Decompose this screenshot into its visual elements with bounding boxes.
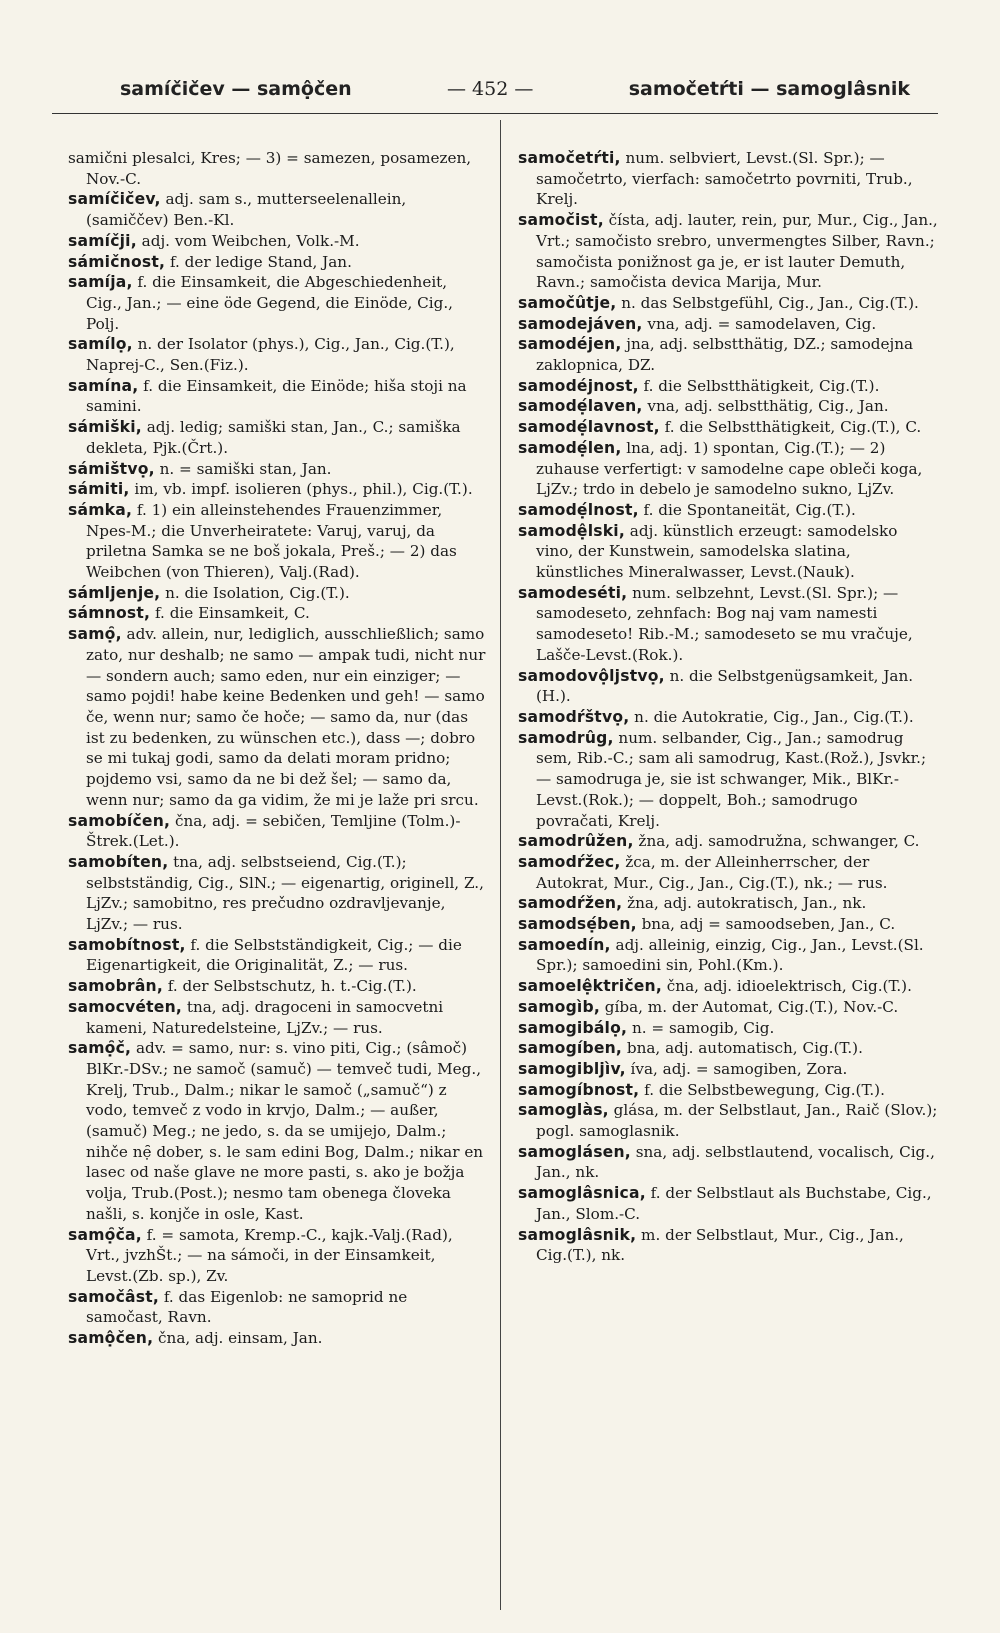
page-header bbox=[120, 78, 910, 108]
entry-definition: vna, adj. = samodelaven, Cig. bbox=[642, 314, 877, 333]
entry-definition: f. die Spontaneität, Cig.(T.). bbox=[638, 500, 856, 519]
dictionary-entry bbox=[518, 293, 938, 314]
entry-headword: samobíten, bbox=[68, 852, 169, 871]
entry-headword: samoglàs, bbox=[518, 1101, 609, 1120]
entry-headword: sámljenje, bbox=[68, 583, 161, 602]
entry-definition: f. der Selbstlaut als Buchstabe, Cig., Jan., Slom.-C. bbox=[536, 1184, 932, 1223]
entry-definition: sna, adj. selbstlautend, vocalisch, Cig., Jan., nk. bbox=[536, 1142, 935, 1182]
header-right-guide-words: samočetŕti — samoglâsnik bbox=[628, 78, 910, 100]
dictionary-entry bbox=[68, 624, 486, 810]
entry-definition: im, vb. impf. isolieren (phys., phil.), Cig.(T.). bbox=[129, 480, 473, 499]
dictionary-entry bbox=[518, 210, 938, 293]
entry-headword: samoglâsnica, bbox=[518, 1184, 646, 1203]
entry-definition: adj. vom Weibchen, Volk.-M. bbox=[136, 231, 360, 250]
dictionary-entry bbox=[518, 1018, 938, 1039]
entry-headword: samoglâsnik, bbox=[518, 1225, 637, 1244]
dictionary-entry bbox=[68, 334, 486, 375]
dictionary-entry bbox=[518, 521, 938, 583]
entry-definition: f. der Selbstschutz, h. t.-Cig.(T.). bbox=[162, 977, 417, 996]
dictionary-entry bbox=[68, 976, 486, 997]
entry-definition: n. das Selbstgefühl, Cig., Jan., Cig.(T.). bbox=[616, 293, 919, 312]
entry-definition: f. die Selbstthätigkeit, Cig.(T.), C. bbox=[659, 418, 922, 437]
entry-definition: f. die Selbstbewegung, Cig.(T.). bbox=[639, 1080, 885, 1099]
dictionary-entry bbox=[68, 1038, 486, 1224]
left-column bbox=[68, 148, 486, 1349]
dictionary-entry bbox=[68, 459, 486, 480]
entry-headword: samogibljìv, bbox=[518, 1059, 626, 1078]
entry-definition: n. der Isolator (phys.), Cig., Jan., Cig.(T.), Naprej-C., Sen.(Fiz.). bbox=[86, 335, 455, 375]
entry-definition: adj. sam s., mutterseelenallein, (samiččev) Ben.-Kl. bbox=[86, 190, 407, 230]
entry-headword: samočist, bbox=[518, 211, 604, 230]
dictionary-entry bbox=[518, 334, 938, 375]
dictionary-entry bbox=[518, 500, 938, 521]
entry-definition: samični plesalci, Kres; — 3) = samezen, posamezen, Nov.-C. bbox=[68, 149, 472, 188]
entry-headword: samodệlski, bbox=[518, 521, 625, 540]
dictionary-entry bbox=[518, 728, 938, 832]
entry-definition: n. die Autokratie, Cig., Jan., Cig.(T.). bbox=[629, 707, 914, 726]
entry-headword: samodŕžen, bbox=[518, 894, 623, 913]
entry-definition: žna, adj. autokratisch, Jan., nk. bbox=[622, 894, 867, 913]
dictionary-entry bbox=[68, 1328, 486, 1349]
dictionary-entry bbox=[518, 976, 938, 997]
header-rule bbox=[52, 113, 938, 114]
dictionary-entry bbox=[518, 314, 938, 335]
dictionary-entry bbox=[68, 1287, 486, 1328]
entry-definition: n. = samogib, Cig. bbox=[627, 1018, 775, 1037]
dictionary-entry bbox=[68, 272, 486, 334]
dictionary-entry bbox=[518, 583, 938, 666]
dictionary-entry bbox=[68, 935, 486, 976]
entry-definition: bna, adj = samoodseben, Jan., C. bbox=[636, 915, 896, 934]
entry-headword: samíčji, bbox=[68, 231, 137, 250]
entry-headword: samộčen, bbox=[68, 1329, 154, 1348]
entry-headword: samodrûžen, bbox=[518, 832, 634, 851]
entry-headword: samočetŕti, bbox=[518, 149, 621, 167]
dictionary-entry bbox=[68, 231, 486, 252]
entry-headword: samobítnost, bbox=[68, 935, 186, 954]
entry-definition: f. die Einsamkeit, die Einöde; hiša stoji na samini. bbox=[86, 376, 467, 416]
entry-definition: num. selbander, Cig., Jan.; samodrug sem, Rib.-C.; sam ali samodrug, Kast.(Rož.), Jsvkr.; — samodruga je, sie ist schwanger, Mik., BlKr.-Levst.(Rok.); — doppelt, Boh.; samodrugo povračati, Krelj. bbox=[536, 728, 927, 830]
dictionary-entry bbox=[68, 148, 486, 189]
entry-definition: čísta, adj. lauter, rein, pur, Mur., Cig., Jan., Vrt.; samočisto srebro, unvermengtes Silber, Ravn.; samočista ponižnost ga je, er ist lauter Demuth, Ravn.; samočista devica Marija, Mur. bbox=[536, 211, 938, 292]
entry-definition: f. die Einsamkeit, die Abgeschiedenheit, Cig., Jan.; — eine öde Gegend, die Einöde, Cig., Polj. bbox=[86, 273, 453, 333]
entry-definition: žna, adj. samodružna, schwanger, C. bbox=[633, 832, 920, 851]
entry-headword: samíčičev, bbox=[68, 190, 161, 209]
entry-headword: samodovộljstvọ, bbox=[518, 666, 665, 685]
dictionary-entry bbox=[518, 852, 938, 893]
entry-headword: samodsẹ́ben, bbox=[518, 915, 637, 934]
dictionary-entry bbox=[518, 1038, 938, 1059]
entry-definition: m. der Selbstlaut, Mur., Cig., Jan., Cig.(T.), nk. bbox=[536, 1225, 904, 1265]
entry-definition: íva, adj. = samogiben, Zora. bbox=[625, 1059, 848, 1078]
dictionary-entry bbox=[68, 376, 486, 417]
dictionary-entry bbox=[518, 707, 938, 728]
entry-definition: f. 1) ein alleinstehendes Frauenzimmer, Npes-M.; die Unverheiratete: Varuj, varuj, da priletna Samka se ne boš jokala, Preš.; — 2) das Weibchen (von Thieren), Valj.(Rad). bbox=[86, 500, 457, 582]
entry-headword: samoedín, bbox=[518, 935, 611, 954]
dictionary-entry bbox=[68, 417, 486, 458]
entry-definition: gíba, m. der Automat, Cig.(T.), Nov.-C. bbox=[599, 997, 899, 1016]
entry-definition: n. die Selbstgenügsamkeit, Jan.(H.). bbox=[536, 666, 914, 706]
dictionary-entry bbox=[68, 500, 486, 583]
entry-definition: n. = samiški stan, Jan. bbox=[154, 459, 332, 478]
entry-definition: n. die Isolation, Cig.(T.). bbox=[160, 583, 350, 602]
dictionary-entry bbox=[68, 811, 486, 852]
entry-definition: adj. künstlich erzeugt: samodelsko vino, der Kunstwein, samodelska slatina, künstliches Mineralwasser, Levst.(Nauk). bbox=[536, 521, 898, 582]
dictionary-entry bbox=[518, 1142, 938, 1183]
entry-definition: adv. = samo, nur: s. vino piti, Cig.; (sâmoč) BlKr.-DSv.; ne samoč (samuč) — temveč tudi, Meg., Krelj, Trub., Dalm.; nikar le samoč („samuč“) z vodo, temveč z vodo in krvjo, Dalm.; — außer, (samuč) Meg.; ne jedo, s. da se umijejo, Dalm.; nihče nẹ̑ dober, s. le sam edini Bog, Dalm.; nikar en lasec od naše glave ne more pasti, s. ako je božja volja, Trub.(Post.); nesmo tam obenega človeka našli, s. konjče in osle, Kast. bbox=[86, 1039, 484, 1223]
entry-headword: samodŕštvọ, bbox=[518, 707, 630, 726]
entry-headword: sámiški, bbox=[68, 418, 142, 437]
dictionary-entry bbox=[518, 1080, 938, 1101]
entry-definition: f. die Selbstthätigkeit, Cig.(T.). bbox=[638, 376, 880, 395]
dictionary-entry bbox=[68, 583, 486, 604]
entry-headword: samoelệktričen, bbox=[518, 977, 662, 996]
dictionary-entry bbox=[518, 396, 938, 417]
dictionary-entry bbox=[518, 417, 938, 438]
entry-headword: samodrûg, bbox=[518, 728, 614, 747]
entry-definition: adv. allein, nur, lediglich, ausschließlich; samo zato, nur deshalb; ne samo — ampak tudi, nicht nur — sondern auch; samo eden, nur ein einziger; — samo pojdi! habe keine Bedenken und geh! — samo če, wenn nur; samo če hoče; — samo da, nur (das ist zu bedenken, zu wünschen etc.), dass —; dobro se mi tukaj godi, samo da delati moram pridno; pojdemo vsi, samo da ne bi dež šel; — samo da, wenn nur; samo da ga vidim, že mi je laže pri srcu. bbox=[86, 625, 486, 809]
dictionary-entry bbox=[518, 893, 938, 914]
entry-headword: samodéjnost, bbox=[518, 376, 639, 395]
entry-headword: samodéjen, bbox=[518, 335, 622, 354]
entry-headword: samobíčen, bbox=[68, 811, 171, 830]
entry-headword: samoglásen, bbox=[518, 1142, 631, 1161]
entry-headword: samína, bbox=[68, 376, 139, 395]
dictionary-entry bbox=[518, 1225, 938, 1266]
dictionary-entry bbox=[68, 189, 486, 230]
dictionary-entry bbox=[68, 603, 486, 624]
entry-headword: sámičnost, bbox=[68, 252, 166, 271]
entry-definition: f. der ledige Stand, Jan. bbox=[165, 252, 352, 271]
dictionary-entry bbox=[518, 997, 938, 1018]
entry-headword: samodẹ́len, bbox=[518, 438, 622, 457]
entry-headword: samọ̑ča, bbox=[68, 1225, 142, 1244]
entry-headword: samodẹ́laven, bbox=[518, 397, 643, 416]
dictionary-entry bbox=[518, 1059, 938, 1080]
entry-headword: samọ̑, bbox=[68, 625, 122, 644]
entry-headword: samogíben, bbox=[518, 1039, 623, 1058]
dictionary-entry bbox=[518, 914, 938, 935]
entry-definition: čna, adj. einsam, Jan. bbox=[153, 1329, 323, 1348]
entry-definition: adj. alleinig, einzig, Cig., Jan., Levst.(Sl. Spr.); samoedini sin, Pohl.(Km.). bbox=[536, 935, 924, 975]
entry-headword: samodẹ́lavnost, bbox=[518, 418, 660, 437]
entry-definition: lna, adj. 1) spontan, Cig.(T.); — 2) zuhause verfertigt: v samodelne cape obleči koga, LjZv.; trdo in debelo je samodelno sukno, LjZv. bbox=[536, 438, 923, 499]
entry-headword: samodeséti, bbox=[518, 583, 628, 602]
entry-headword: samočûtje, bbox=[518, 293, 617, 312]
entry-headword: samíja, bbox=[68, 273, 133, 292]
entry-definition: bna, adj. automatisch, Cig.(T.). bbox=[622, 1039, 863, 1058]
entry-headword: sámiti, bbox=[68, 480, 130, 499]
entry-headword: samogibálọ, bbox=[518, 1018, 628, 1037]
entry-definition: čna, adj. idioelektrisch, Cig.(T.). bbox=[661, 977, 912, 996]
dictionary-entry bbox=[68, 852, 486, 935]
entry-headword: sámištvọ, bbox=[68, 459, 155, 478]
dictionary-entry bbox=[518, 666, 938, 707]
entry-headword: sámka, bbox=[68, 500, 133, 519]
dictionary-entry bbox=[68, 1225, 486, 1287]
page-number: — 452 — bbox=[446, 78, 534, 100]
entry-definition: adj. ledig; samiški stan, Jan., C.; samiška dekleta, Pjk.(Črt.). bbox=[86, 418, 461, 457]
entry-definition: vna, adj. selbstthätig, Cig., Jan. bbox=[642, 397, 889, 416]
entry-headword: samočâst, bbox=[68, 1287, 159, 1306]
entry-definition: num. selbzehnt, Levst.(Sl. Spr.); — samodeseto, zehnfach: Bog naj vam namesti samodeseto! Rib.-M.; samodeseto se mu vračuje, Lašče-Levst.(Rok.). bbox=[536, 583, 913, 664]
entry-headword: samobrân, bbox=[68, 977, 163, 996]
entry-definition: num. selbviert, Levst.(Sl. Spr.); — samočetrto, vierfach: samočetrto povrniti, Trub., Krelj. bbox=[536, 149, 913, 209]
entry-definition: čna, adj. = sebičen, Temljine (Tolm.)-Štrek.(Let.). bbox=[86, 811, 461, 851]
entry-headword: samodejáven, bbox=[518, 314, 643, 333]
entry-definition: f. die Einsamkeit, C. bbox=[150, 604, 310, 623]
dictionary-entry bbox=[68, 252, 486, 273]
dictionary-entry bbox=[518, 148, 938, 210]
entry-definition: jna, adj. selbstthätig, DZ.; samodejna zaklopnica, DZ. bbox=[536, 335, 914, 375]
entry-headword: samọ̑č, bbox=[68, 1039, 132, 1058]
dictionary-entry bbox=[518, 935, 938, 976]
column-divider bbox=[500, 120, 501, 1610]
dictionary-entry bbox=[518, 831, 938, 852]
entry-definition: f. die Selbstständigkeit, Cig.; — die Eigenartigkeit, die Originalität, Z.; — rus. bbox=[86, 935, 462, 975]
entry-headword: samodẹ́lnost, bbox=[518, 500, 639, 519]
dictionary-entry bbox=[518, 1183, 938, 1224]
dictionary-entry bbox=[68, 479, 486, 500]
dictionary-entry bbox=[518, 376, 938, 397]
entry-definition: tna, adj. dragoceni in samocvetni kameni, Naturedelsteine, LjZv.; — rus. bbox=[86, 997, 444, 1037]
entry-definition: žca, m. der Alleinherrscher, der Autokrat, Mur., Cig., Jan., Cig.(T.), nk.; — rus. bbox=[536, 852, 888, 892]
entry-headword: samodŕžec, bbox=[518, 852, 621, 871]
entry-headword: samílọ, bbox=[68, 335, 133, 354]
entry-definition: f. = samota, Kremp.-C., kajk.-Valj.(Rad), Vrt., jvzhŠt.; — na sámoči, in der Einsamkeit, Levst.(Zb. sp.), Zv. bbox=[86, 1225, 453, 1285]
entry-definition: tna, adj. selbstseiend, Cig.(T.); selbstständig, Cig., SlN.; — eigenartig, originell, Z., LjZv.; samobitno, res prečudno ozdravljevanje, LjZv.; — rus. bbox=[86, 852, 484, 934]
header-left-guide-words: samíčičev — samộčen bbox=[120, 78, 352, 100]
entry-headword: samocvéten, bbox=[68, 997, 183, 1016]
entry-definition: f. das Eigenlob: ne samoprid ne samočast, Ravn. bbox=[86, 1287, 408, 1327]
dictionary-entry bbox=[518, 438, 938, 500]
right-column bbox=[518, 148, 938, 1266]
dictionary-entry bbox=[68, 997, 486, 1038]
entry-headword: samogíbnost, bbox=[518, 1080, 640, 1099]
entry-headword: samogìb, bbox=[518, 997, 600, 1016]
entry-headword: sámnost, bbox=[68, 604, 151, 623]
entry-definition: glása, m. der Selbstlaut, Jan., Raič (Slov.); pogl. samoglasnik. bbox=[536, 1101, 938, 1141]
dictionary-entry bbox=[518, 1100, 938, 1141]
